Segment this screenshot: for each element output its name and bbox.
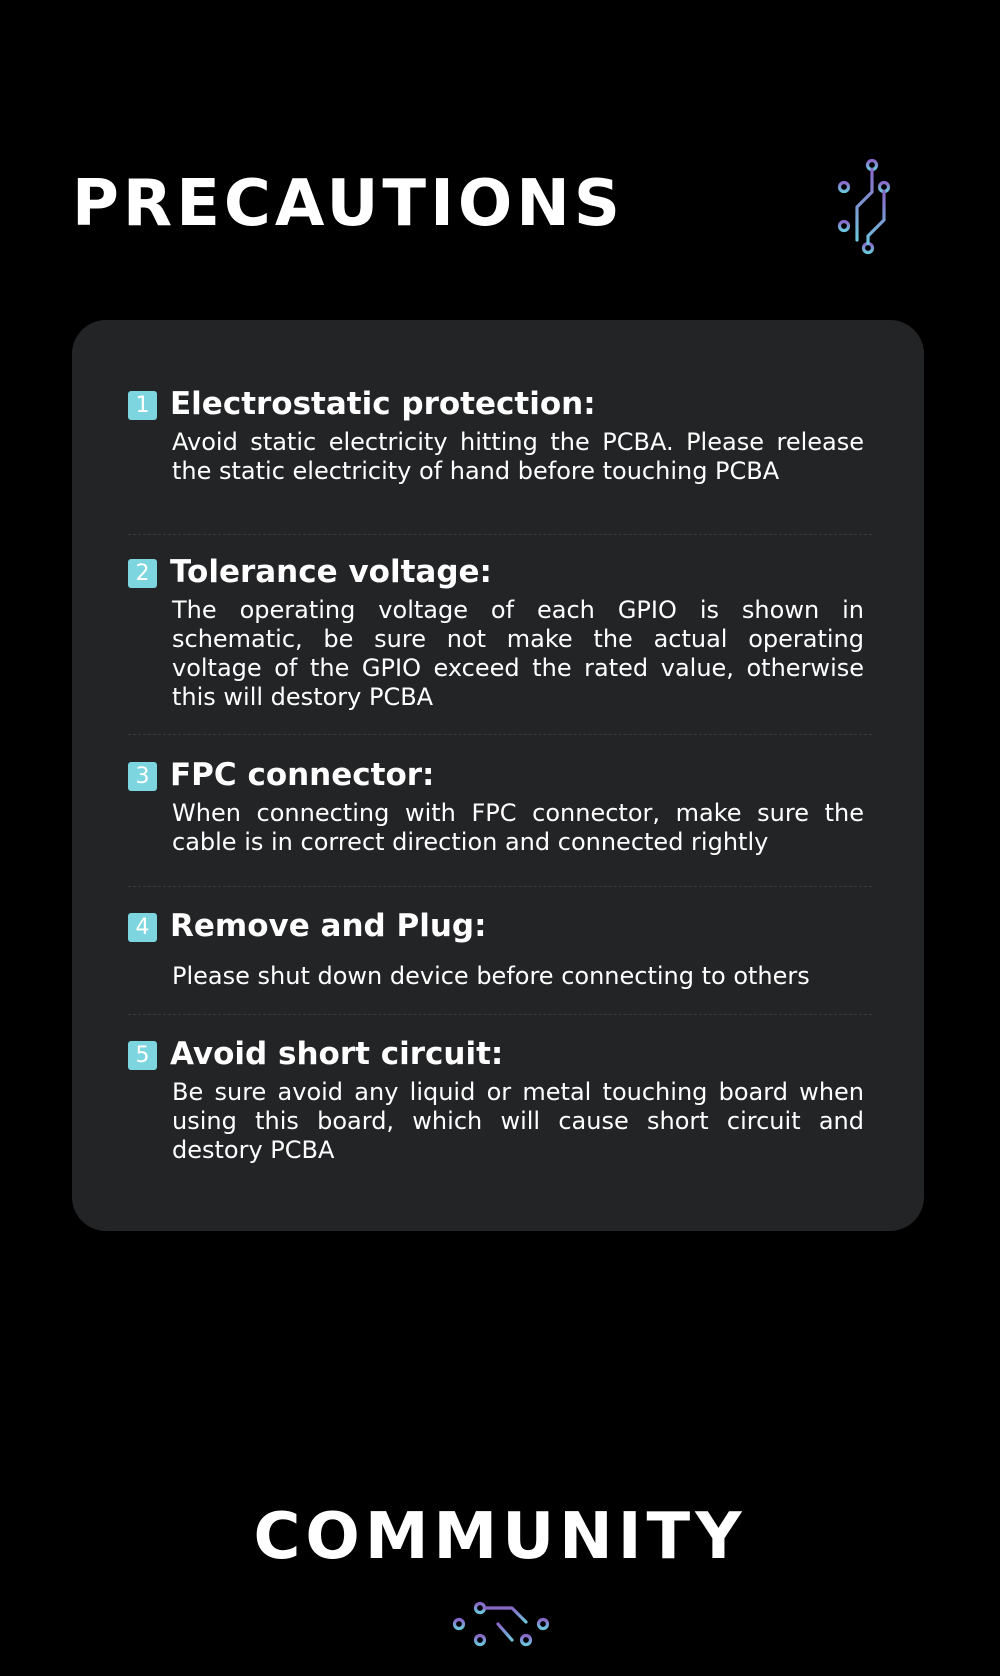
precaution-description: Please shut down device before connecting to others [172, 962, 810, 990]
circuit-trace-icon [832, 158, 890, 258]
number-badge: 5 [128, 1041, 157, 1070]
precaution-description: Avoid static electricity hitting the PCBA. Please release the static electricity of hand before touching PCBA [172, 428, 864, 485]
precaution-item [128, 384, 892, 486]
circuit-connector-icon [452, 1600, 550, 1656]
dashed-divider [128, 734, 872, 735]
precaution-description: When connecting with FPC connector, make sure the cable is in correct direction and connected rightly [172, 799, 864, 856]
precautions-card [72, 320, 924, 1231]
number-badge: 1 [128, 391, 157, 420]
precaution-item [128, 906, 892, 991]
dashed-divider [128, 886, 872, 887]
precaution-title: Avoid short circuit: [170, 1036, 504, 1072]
precaution-item [128, 552, 892, 712]
precaution-title: Tolerance voltage: [170, 554, 492, 590]
number-badge: 3 [128, 762, 157, 791]
precaution-title: FPC connector: [170, 757, 435, 793]
dashed-divider [128, 534, 872, 535]
dashed-divider [128, 1014, 872, 1015]
number-badge: 2 [128, 559, 157, 588]
precaution-description: Be sure avoid any liquid or metal touching board when using this board, which will cause short circuit and destory PCBA [172, 1078, 864, 1164]
precaution-item [128, 1034, 892, 1165]
precaution-description: The operating voltage of each GPIO is shown in schematic, be sure not make the actual operating voltage of the GPIO exceed the rated value, otherwise this will destory PCBA [172, 596, 864, 711]
page-title: PRECAUTIONS [72, 167, 624, 241]
precaution-item [128, 755, 892, 857]
precaution-title: Remove and Plug: [170, 908, 487, 944]
precaution-title: Electrostatic protection: [170, 386, 596, 422]
number-badge: 4 [128, 913, 157, 942]
community-title: COMMUNITY [253, 1500, 747, 1574]
